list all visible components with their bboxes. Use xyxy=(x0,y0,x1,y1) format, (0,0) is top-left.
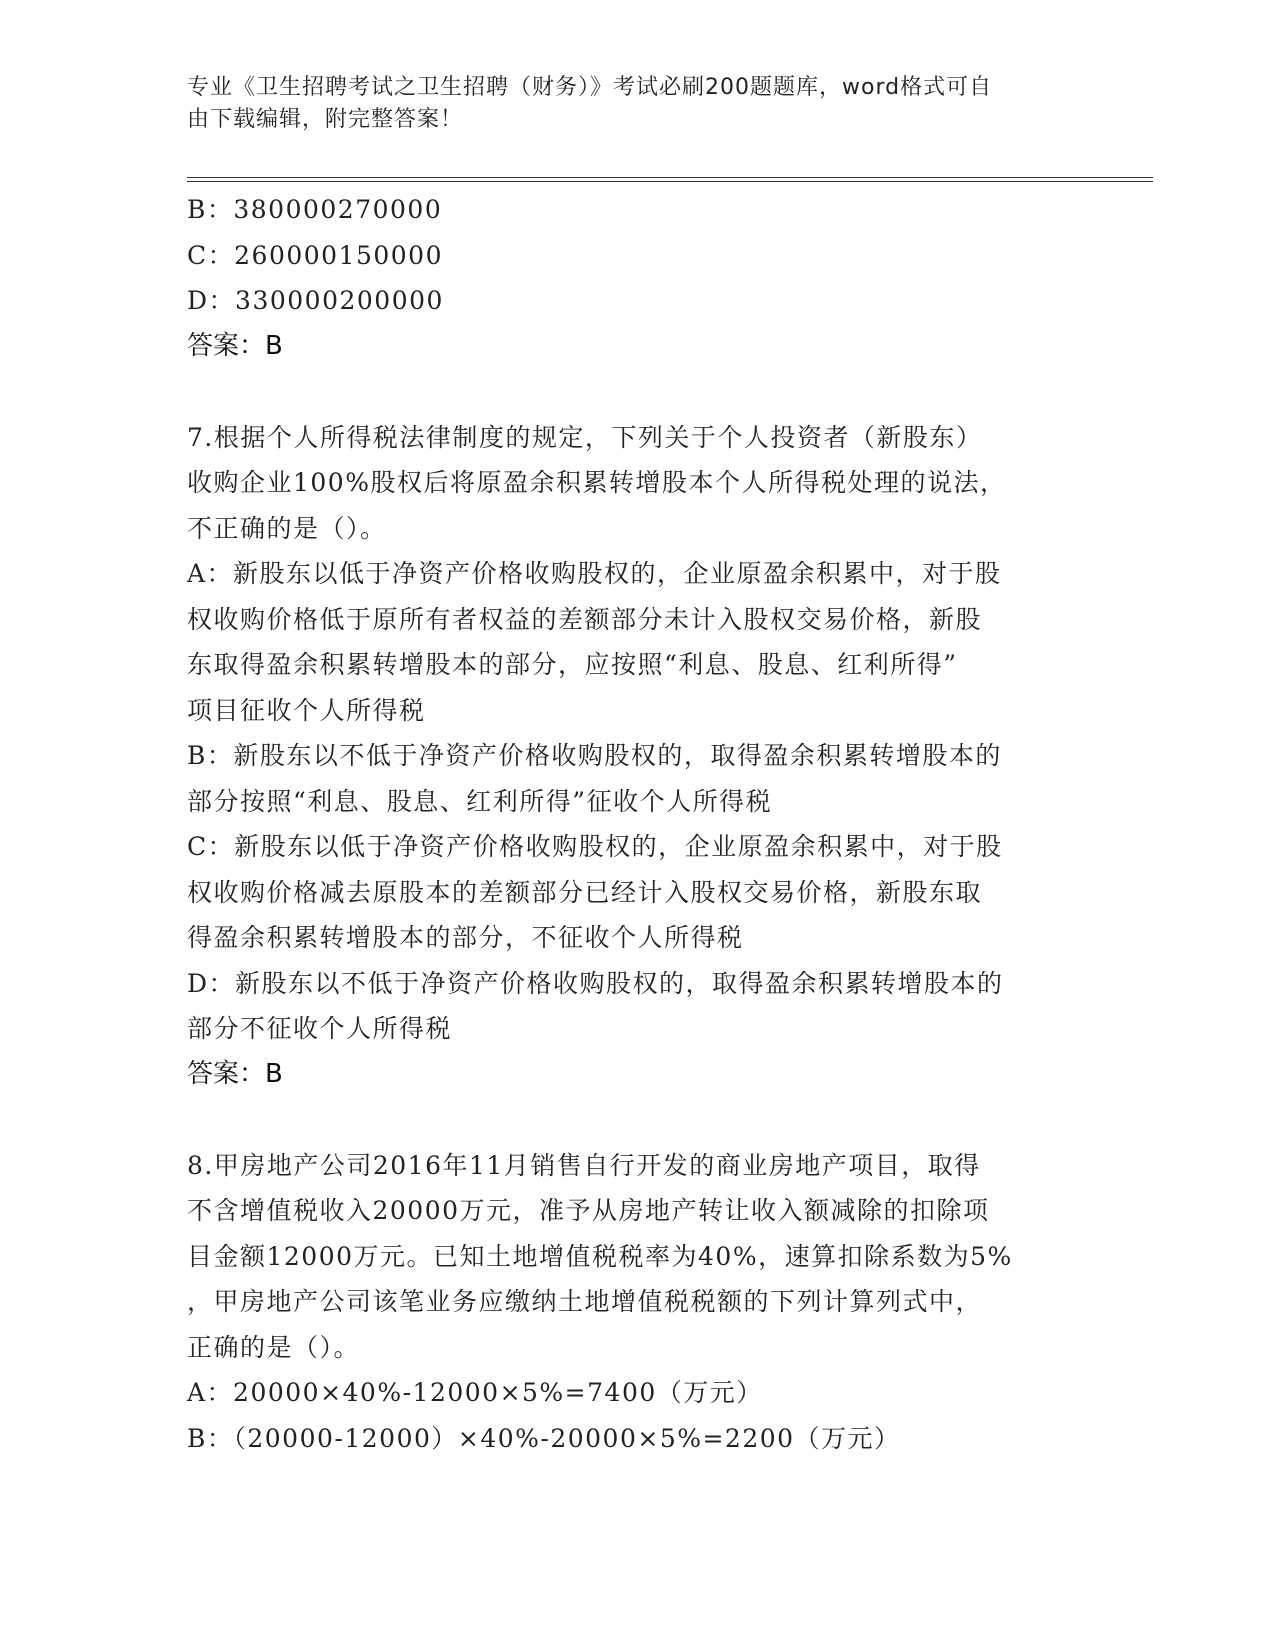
option-d-line: D：新股东以不低于净资产价格收购股权的，取得盈余积累转增股本的 xyxy=(187,968,1004,998)
answer-line: 答案：B xyxy=(187,1058,283,1089)
option-c-line: C：新股东以低于净资产价格收购股权的，企业原盈余积累中，对于股 xyxy=(187,832,1003,861)
question-stem-line: 目金额12000万元。已知土地增值税税率为40%，速算扣除系数为5% xyxy=(187,1241,1013,1271)
question-stem-line: ，甲房地产公司该笔业务应缴纳土地增值税税额的下列计算列式中， xyxy=(187,1287,983,1316)
option-d-line: 部分不征收个人所得税 xyxy=(187,1014,453,1043)
option-c-line: 得盈余积累转增股本的部分，不征收个人所得税 xyxy=(187,923,744,952)
header-divider-bottom xyxy=(187,181,1153,182)
question-stem-line: 不正确的是（）。 xyxy=(187,513,387,543)
spacer xyxy=(187,1097,1087,1143)
option-c-line: 权收购价格减去原股本的差额部分已经计入股权交易价格，新股东取 xyxy=(187,877,983,907)
question-stem-line: 8.甲房地产公司2016年11月销售自行开发的商业房地产项目，取得 xyxy=(187,1150,981,1180)
option-a-line: 东取得盈余积累转增股本的部分，应按照“利息、股息、红利所得” xyxy=(187,650,958,679)
answer-line: 答案：B xyxy=(187,330,283,361)
spacer xyxy=(187,369,1087,415)
document-header xyxy=(187,72,1067,136)
option-a-line: 权收购价格低于原所有者权益的差额部分未计入股权交易价格，新股 xyxy=(187,604,983,634)
option-b: B：380000270000 xyxy=(187,195,443,224)
option-a-line: A：20000×40%-12000×5%=7400（万元） xyxy=(187,1378,763,1407)
question-6-tail xyxy=(187,187,1087,369)
header-title-line-1: 专业《卫生招聘考试之卫生招聘（财务）》考试必刷200题题库，word格式可自 xyxy=(187,75,993,100)
header-divider-top xyxy=(187,177,1153,178)
question-stem-line: 收购企业100%股权后将原盈余积累转增股本个人所得税处理的说法， xyxy=(187,468,1007,497)
question-stem-line: 7.根据个人所得税法律制度的规定，下列关于个人投资者（新股东） xyxy=(187,422,983,452)
option-b-line: B：新股东以不低于净资产价格收购股权的，取得盈余积累转增股本的 xyxy=(187,741,1002,770)
option-b-line: 部分按照“利息、股息、红利所得”征收个人所得税 xyxy=(187,786,773,816)
document-body xyxy=(187,187,1087,1461)
question-8 xyxy=(187,1143,1087,1462)
option-a-line: A：新股东以低于净资产价格收购股权的，企业原盈余积累中，对于股 xyxy=(187,559,1002,588)
question-stem-line: 不含增值税收入20000万元，准予从房地产转让收入额减除的扣除项 xyxy=(187,1196,990,1225)
option-d: D：330000200000 xyxy=(187,286,444,315)
question-7 xyxy=(187,415,1087,1098)
question-stem-line: 正确的是（）。 xyxy=(187,1332,361,1362)
option-a-line: 项目征收个人所得税 xyxy=(187,695,426,725)
header-title-line-2: 由下载编辑，附完整答案！ xyxy=(187,107,464,132)
option-c: C：260000150000 xyxy=(187,240,443,270)
option-b-line: B：（20000-12000）×40%-20000×5%=2200（万元） xyxy=(187,1423,901,1453)
